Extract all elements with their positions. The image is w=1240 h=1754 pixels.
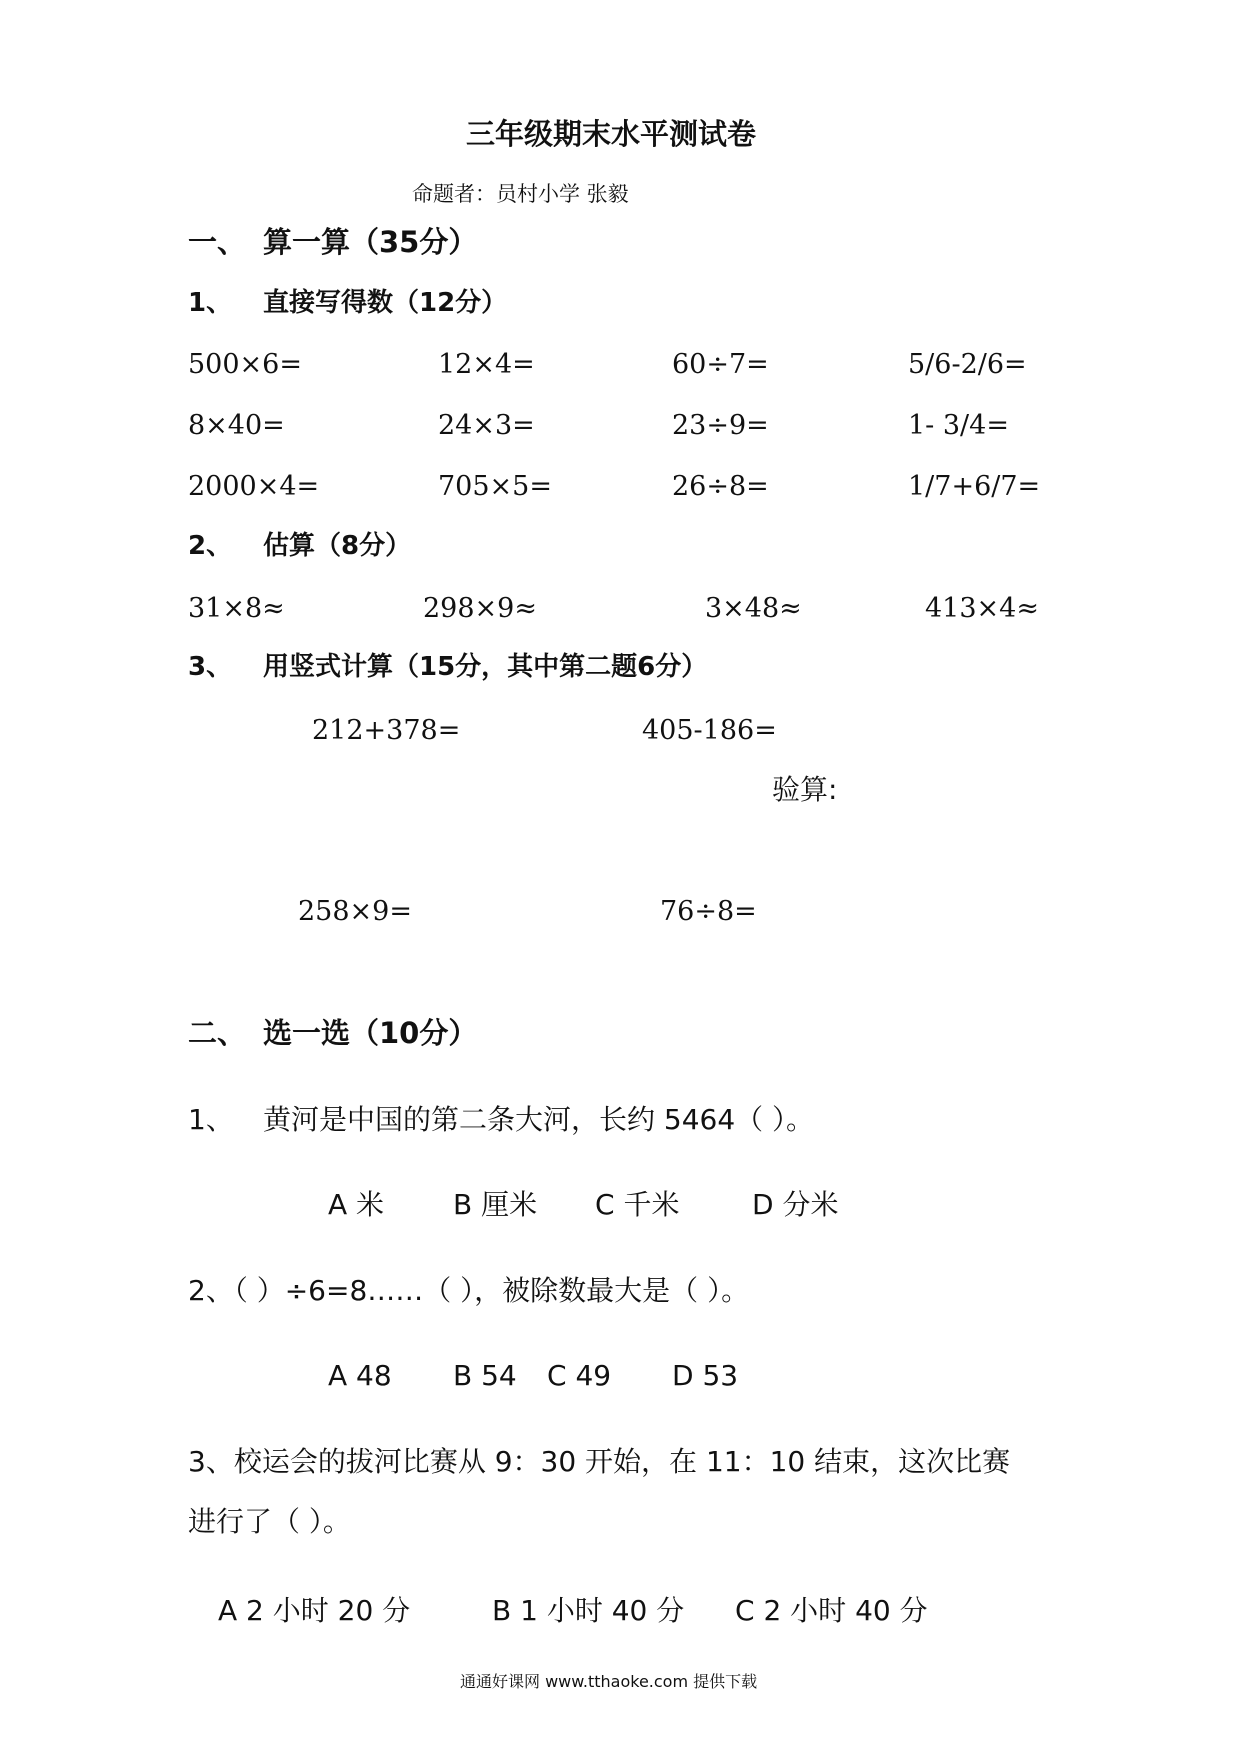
choice-q2-text: 2、（ ）÷6=8……（ ），被除数最大是（ ）。 — [188, 1274, 750, 1307]
estimate-item: 3×48≈ — [705, 593, 802, 624]
calc-item: 60÷7= — [672, 349, 769, 380]
calc-item: 500×6= — [188, 349, 302, 380]
choice-option: B 厘米 — [453, 1188, 538, 1221]
q3-title: 用竖式计算（15分，其中第二题6分） — [263, 652, 708, 682]
vertical-calc-item: 258×9= — [298, 896, 412, 927]
calc-item: 705×5= — [438, 471, 552, 502]
choice-q3-text-line1: 3、校运会的拔河比赛从 9：30 开始，在 11：10 结束，这次比赛 — [188, 1445, 1011, 1478]
calc-item: 2000×4= — [188, 471, 320, 502]
choice-option: A 2 小时 20 分 — [218, 1594, 411, 1627]
q1-number: 1、 — [188, 288, 233, 318]
calc-item: 12×4= — [438, 349, 535, 380]
section2-number: 二、 — [188, 1016, 247, 1050]
choice-q1-number: 1、 — [188, 1103, 234, 1136]
calc-item: 5/6-2/6= — [908, 349, 1027, 380]
choice-option: C 2 小时 40 分 — [735, 1594, 928, 1627]
choice-option: B 1 小时 40 分 — [492, 1594, 685, 1627]
q3-number: 3、 — [188, 652, 233, 682]
choice-option: A 48 — [328, 1359, 392, 1392]
calc-item: 1/7+6/7= — [908, 471, 1041, 502]
choice-q1-text: 黄河是中国的第二条大河，长约 5464（ ）。 — [263, 1103, 815, 1136]
calc-item: 1- 3/4= — [908, 410, 1009, 441]
page-title: 三年级期末水平测试卷 — [466, 117, 757, 151]
choice-option: A 米 — [328, 1188, 385, 1221]
choice-q3-text-line2: 进行了（ ）。 — [188, 1505, 351, 1538]
estimate-item: 298×9≈ — [423, 593, 537, 624]
estimate-item: 413×4≈ — [925, 593, 1039, 624]
vertical-calc-item: 405-186= — [642, 715, 777, 746]
section2-heading: 选一选（10分） — [263, 1016, 478, 1050]
choice-option: C 49 — [547, 1359, 612, 1392]
calc-item: 8×40= — [188, 410, 285, 441]
check-label: 验算: — [772, 773, 838, 806]
q2-title: 估算（8分） — [263, 531, 412, 561]
choice-option: D 53 — [672, 1359, 739, 1392]
author-line: 命题者：员村小学 张毅 — [412, 182, 629, 206]
section1-heading: 算一算（35分） — [263, 225, 478, 259]
choice-option: C 千米 — [595, 1188, 680, 1221]
q1-title: 直接写得数（12分） — [263, 288, 508, 318]
vertical-calc-item: 76÷8= — [660, 896, 757, 927]
estimate-item: 31×8≈ — [188, 593, 285, 624]
section1-number: 一、 — [188, 225, 247, 259]
choice-option: B 54 — [453, 1359, 517, 1392]
vertical-calc-item: 212+378= — [312, 715, 461, 746]
calc-item: 23÷9= — [672, 410, 769, 441]
q2-number: 2、 — [188, 531, 233, 561]
calc-item: 26÷8= — [672, 471, 769, 502]
footer-source: 通通好课网 www.tthaoke.com 提供下载 — [460, 1672, 758, 1691]
choice-option: D 分米 — [752, 1188, 839, 1221]
calc-item: 24×3= — [438, 410, 535, 441]
